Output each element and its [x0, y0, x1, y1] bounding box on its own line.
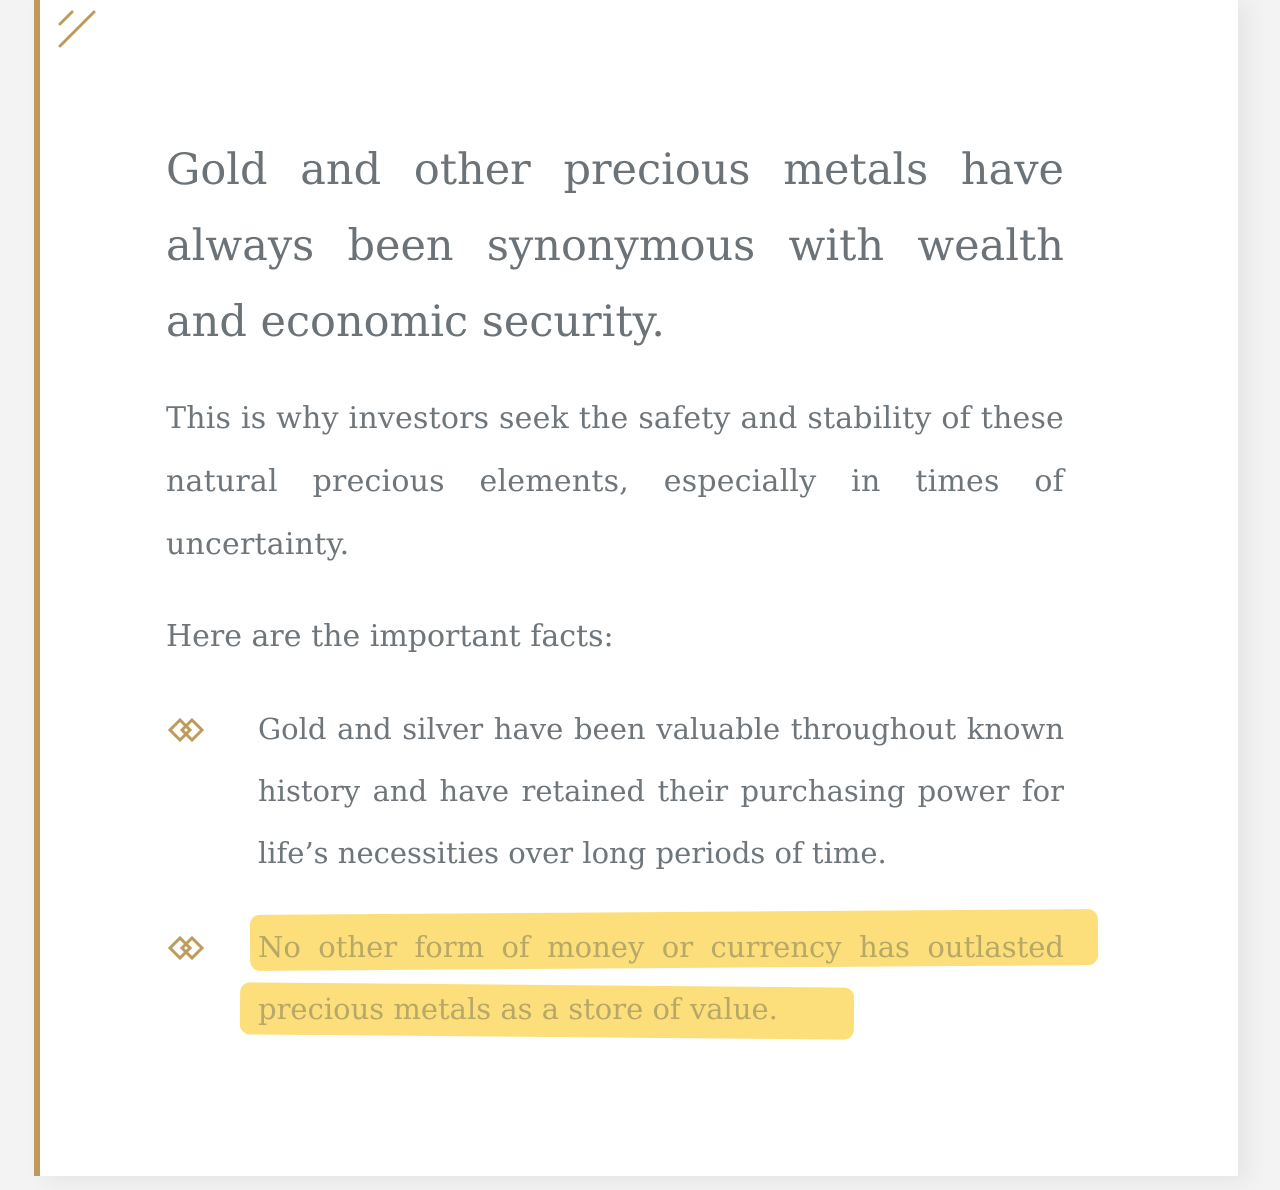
double-diamond-icon [168, 718, 208, 742]
fact-text: No other form of money or currency has outlasted precious metals as a store of value. [258, 930, 1064, 1026]
fact-text: Gold and silver have been valuable throughout known history and have retained their purchasing power for life’s necessities over long periods of time. [258, 712, 1064, 870]
facts-title: Here are the important facts: [166, 619, 614, 654]
article-heading: Gold and other precious metals have always been synonymous with wealth and economic security. [166, 145, 1064, 347]
intro-paragraph: This is why investors seek the safety and stability of these natural precious elements, especially in times of uncertainty. [166, 401, 1064, 562]
double-diamond-icon [168, 936, 208, 960]
slash-decoration-icon [56, 8, 100, 52]
